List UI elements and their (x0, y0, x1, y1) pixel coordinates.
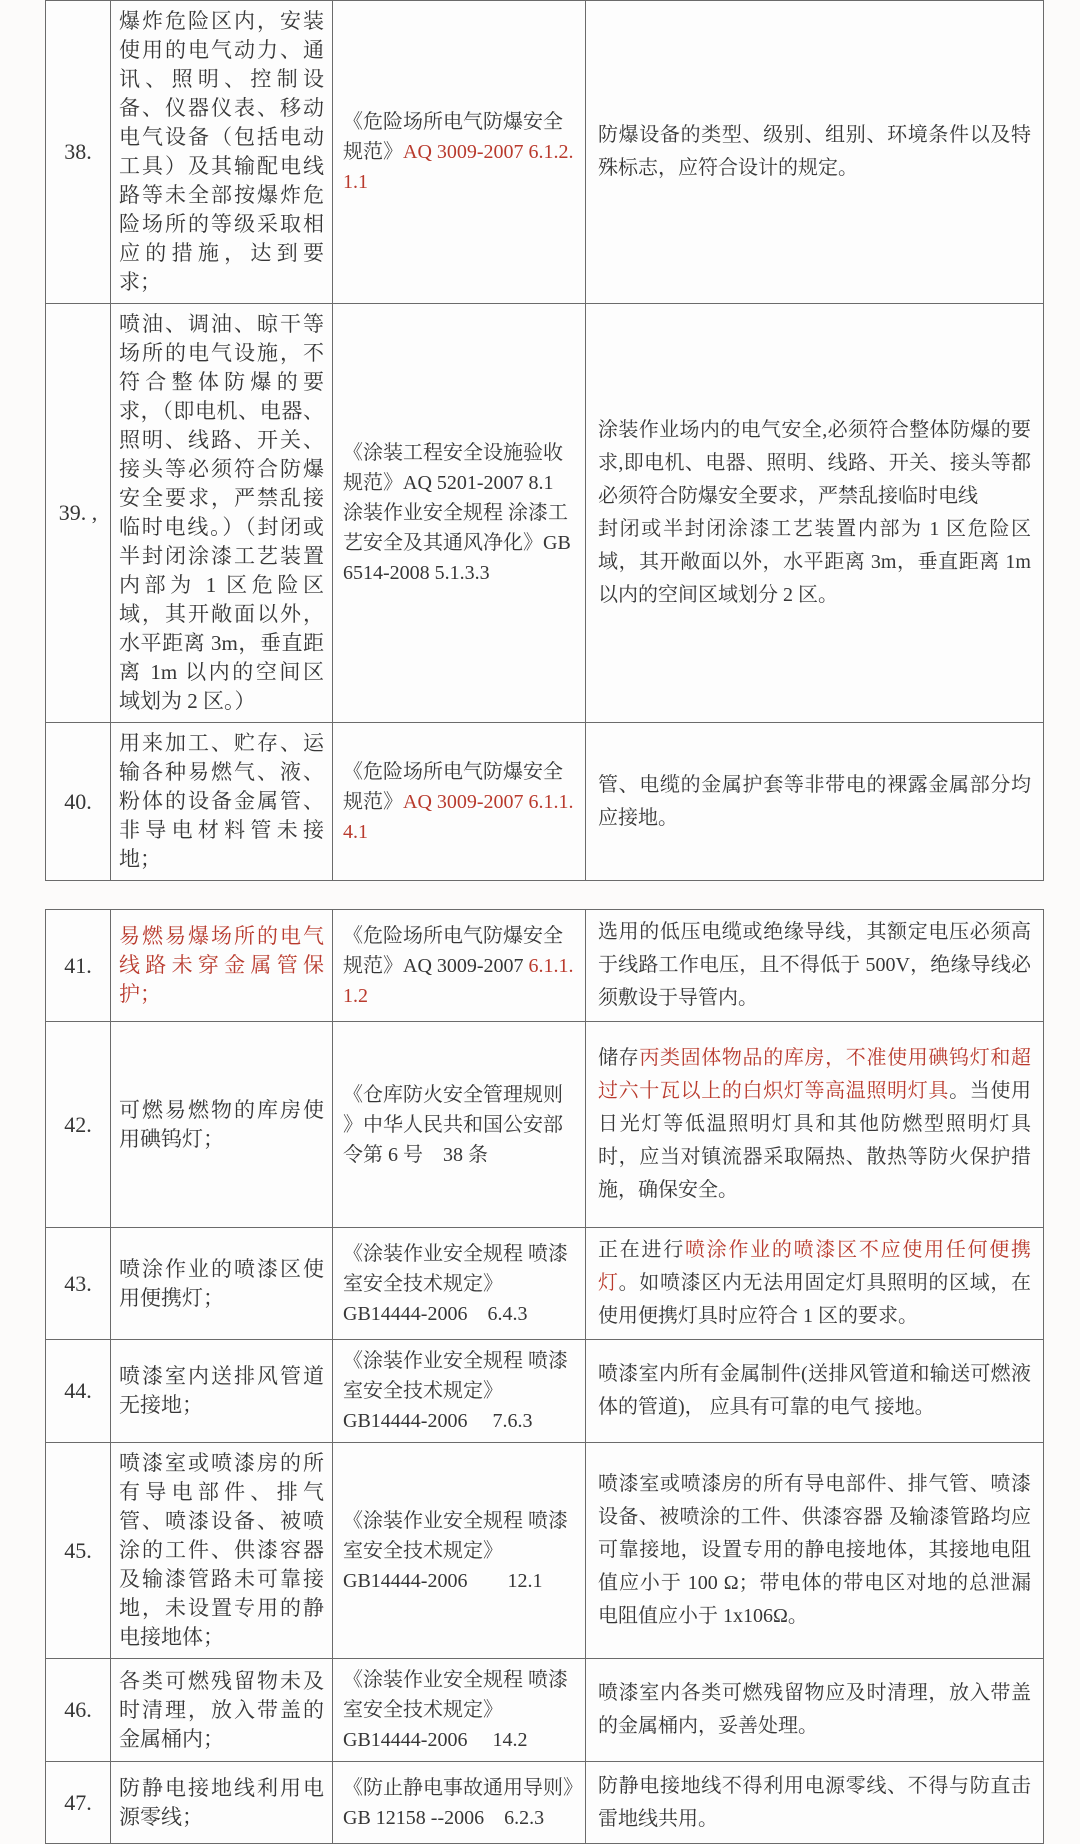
basis-cell (333, 910, 586, 1022)
basis-clause: GB14444-2006 12.1 (343, 1569, 543, 1592)
problem-cell (111, 1, 333, 304)
requirement-cell (586, 1, 1044, 304)
basis-clause: AQ 3009-2007 6.1.1.4.1 (343, 790, 574, 843)
basis-cell (333, 1022, 586, 1228)
safety-check-table-lower (45, 909, 1044, 1844)
problem-text: 爆炸危险区内，安装使用的电气动力、通讯、照明、控制设备、仪器仪表、移动电气设备（包括电动工具）及其输配电线路等未全部按爆炸危险场所的等级采取相应的措施，达到要求； (119, 9, 324, 294)
table-row (46, 304, 1044, 723)
requirement-text: 管、电缆的金属护套等非带电的裸露金属部分均应接地。 (598, 773, 1031, 829)
requirement-text: 涂装作业场内的电气安全,必须符合整体防爆的要求,即电机、电器、照明、线路、开关、接头等都必须符合防爆安全要求，严禁乱接临时电线 (598, 419, 1031, 507)
row-number-cell: 44. (46, 1340, 111, 1443)
basis-title: 《涂装作业安全规程 喷漆室安全技术规定》 (343, 1242, 568, 1295)
problem-text: 各类可燃残留物未及时清理，放入带盖的金属桶内； (119, 1668, 324, 1751)
requirement-cell (586, 1340, 1044, 1443)
problem-cell (111, 723, 333, 881)
problem-cell (111, 1443, 333, 1659)
requirement-text: 选用的低压电缆或绝缘导线，其额定电压必须高于线路工作电压，且不得低于 500V，绝缘导线必须敷设于导管内。 (598, 921, 1031, 1009)
table-row (46, 1228, 1044, 1340)
problem-cell (111, 1659, 333, 1762)
row-number-cell: 38. (46, 1, 111, 304)
table-gap (0, 881, 1080, 909)
basis-title: 《涂装作业安全规程 喷漆室安全技术规定》 (343, 1669, 568, 1721)
requirement-text: 防静电接地线不得利用电源零线、不得与防直击雷地线共用。 (598, 1774, 1031, 1830)
requirement-text: 防爆设备的类型、级别、组别、环境条件以及特殊标志，应符合设计的规定。 (598, 124, 1031, 179)
basis-title: 《涂装作业安全规程 喷漆室安全技术规定》 (343, 1509, 568, 1562)
table-row (46, 910, 1044, 1022)
problem-cell (111, 910, 333, 1022)
problem-text: 用来加工、贮存、运输各种易燃气、液、粉体的设备金属管、非导电材料管未接地； (119, 731, 324, 871)
problem-text: 防静电接地线利用电源零线； (119, 1775, 324, 1829)
basis-cell (333, 1762, 586, 1844)
basis-cell (333, 723, 586, 881)
requirement-cell (586, 304, 1044, 723)
basis-title: 《危险场所电气防爆安全规范》 (343, 760, 563, 813)
basis-clause: GB14444-2006 6.4.3 (343, 1302, 528, 1325)
table-row (46, 1340, 1044, 1443)
problem-text: 喷漆室或喷漆房的所有导电部件、排气管、喷漆设备、被喷涂的工件、供漆容器及输漆管路未可靠接地，未设置专用的静电接地体； (119, 1451, 324, 1649)
requirement-text: 喷漆室内各类可燃残留物应及时清理，放入带盖的金属桶内，妥善处理。 (598, 1682, 1031, 1737)
problem-text: 喷油、调油、晾干等场所的电气设施，不符合整体防爆的要求，（即电机、电器、照明、线路、开关、接头等必须符合防爆安全要求，严禁乱接临时电线。）（封闭或半封闭涂漆工艺装置内部为 1 区危险区域，其开敞面以外，水平距离 3m，垂直距离 1m 以内的空间区域划为 2 区。） (119, 312, 324, 713)
basis-cell (333, 1659, 586, 1762)
requirement-cell (586, 910, 1044, 1022)
problem-cell (111, 1340, 333, 1443)
row-number-cell: 42. (46, 1022, 111, 1228)
requirement-text: 喷漆室或喷漆房的所有导电部件、排气管、喷漆设备、被喷涂的工件、供漆容器 及输漆管路均应可靠接地，设置专用的静电接地体，其接地电阻值应小于 100 Ω；带电体的带电区对地的总泄漏电阻值应小于 1x106Ω。 (598, 1473, 1031, 1627)
requirement-text: 。如喷漆区内无法用固定灯具照明的区域，在使用便携灯具时应符合 1 区的要求。 (598, 1272, 1032, 1327)
table-row (46, 1659, 1044, 1762)
requirement-cell (586, 1443, 1044, 1659)
row-number-cell: 39. , (46, 304, 111, 723)
basis-title: 《防止静电事故通用导则》 (343, 1776, 583, 1799)
basis-title: 《危险场所电气防爆安全规范》AQ 3009-2007 (343, 924, 563, 977)
basis-title: 《危险场所电气防爆安全规范》 (343, 111, 563, 163)
requirement-text: 正在进行 (598, 1239, 685, 1261)
basis-title: 《涂装工程安全设施验收规范》AQ 5201-2007 8.1 涂装作业安全规程 涂漆工艺安全及其通风净化》GB 6514-2008 5.1.3.3 (343, 442, 571, 584)
row-number-cell: 41. (46, 910, 111, 1022)
basis-cell (333, 1443, 586, 1659)
table-row (46, 1762, 1044, 1844)
requirement-cell (586, 1659, 1044, 1762)
row-number-cell: 40. (46, 723, 111, 881)
basis-clause: GB14444-2006 7.6.3 (343, 1410, 533, 1432)
requirement-text: 储存 (598, 1047, 640, 1069)
requirement-text: 喷漆室内所有金属制件(送排风管道和输送可燃液体的管道)， 应具有可靠的电气 接地。 (598, 1363, 1031, 1418)
basis-clause: GB 12158 --2006 6.2.3 (343, 1806, 545, 1829)
problem-text: 可燃易燃物的库房使用碘钨灯； (119, 1097, 324, 1151)
row-number-cell: 47. (46, 1762, 111, 1844)
basis-clause: AQ 3009-2007 6.1.2.1.1 (343, 141, 574, 193)
requirement-text-highlight: 丙类固体物品的库房，不准使用碘钨灯和超过六十瓦以上的白炽灯等高温照明灯具 (598, 1047, 1032, 1102)
requirement-cell (586, 723, 1044, 881)
problem-text: 易燃易爆场所的电气线路未穿金属管保护； (119, 924, 324, 1006)
basis-clause: GB14444-2006 14.2 (343, 1729, 528, 1751)
basis-title: 《涂装作业安全规程 喷漆室安全技术规定》 (343, 1350, 568, 1402)
basis-cell (333, 1228, 586, 1340)
basis-cell (333, 304, 586, 723)
safety-check-table-upper (45, 0, 1044, 881)
problem-cell (111, 1762, 333, 1844)
problem-text: 喷漆室内送排风管道无接地； (119, 1364, 324, 1417)
requirement-cell (586, 1228, 1044, 1340)
table-row (46, 1, 1044, 304)
basis-cell (333, 1340, 586, 1443)
row-number-cell: 46. (46, 1659, 111, 1762)
table-row (46, 1443, 1044, 1659)
problem-cell (111, 304, 333, 723)
row-number-cell: 43. (46, 1228, 111, 1340)
problem-cell (111, 1022, 333, 1228)
problem-text: 喷涂作业的喷漆区使用便携灯； (119, 1256, 324, 1310)
basis-title: 《仓库防火安全管理规则 》中华人民共和国公安部令第 6 号 38 条 (343, 1083, 563, 1166)
problem-cell (111, 1228, 333, 1340)
requirement-text: 封闭或半封闭涂漆工艺装置内部为 1 区危险区域，其开敞面以外，水平距离 3m，垂直距离 1m 以内的空间区域划分 2 区。 (598, 518, 1031, 606)
requirement-text-highlight: 喷涂作业的喷漆区不应使用任何便携灯 (598, 1239, 1032, 1294)
basis-cell (333, 1, 586, 304)
table-row (46, 1022, 1044, 1228)
table-row (46, 723, 1044, 881)
requirement-cell (586, 1762, 1044, 1844)
requirement-cell (586, 1022, 1044, 1228)
requirement-text: 。当使用日光灯等低温照明灯具和其他防燃型照明灯具时，应当对镇流器采取隔热、散热等防火保护措施，确保安全。 (598, 1080, 1032, 1201)
row-number-cell: 45. (46, 1443, 111, 1659)
basis-clause: 6.1.1.1.2 (343, 954, 574, 1007)
